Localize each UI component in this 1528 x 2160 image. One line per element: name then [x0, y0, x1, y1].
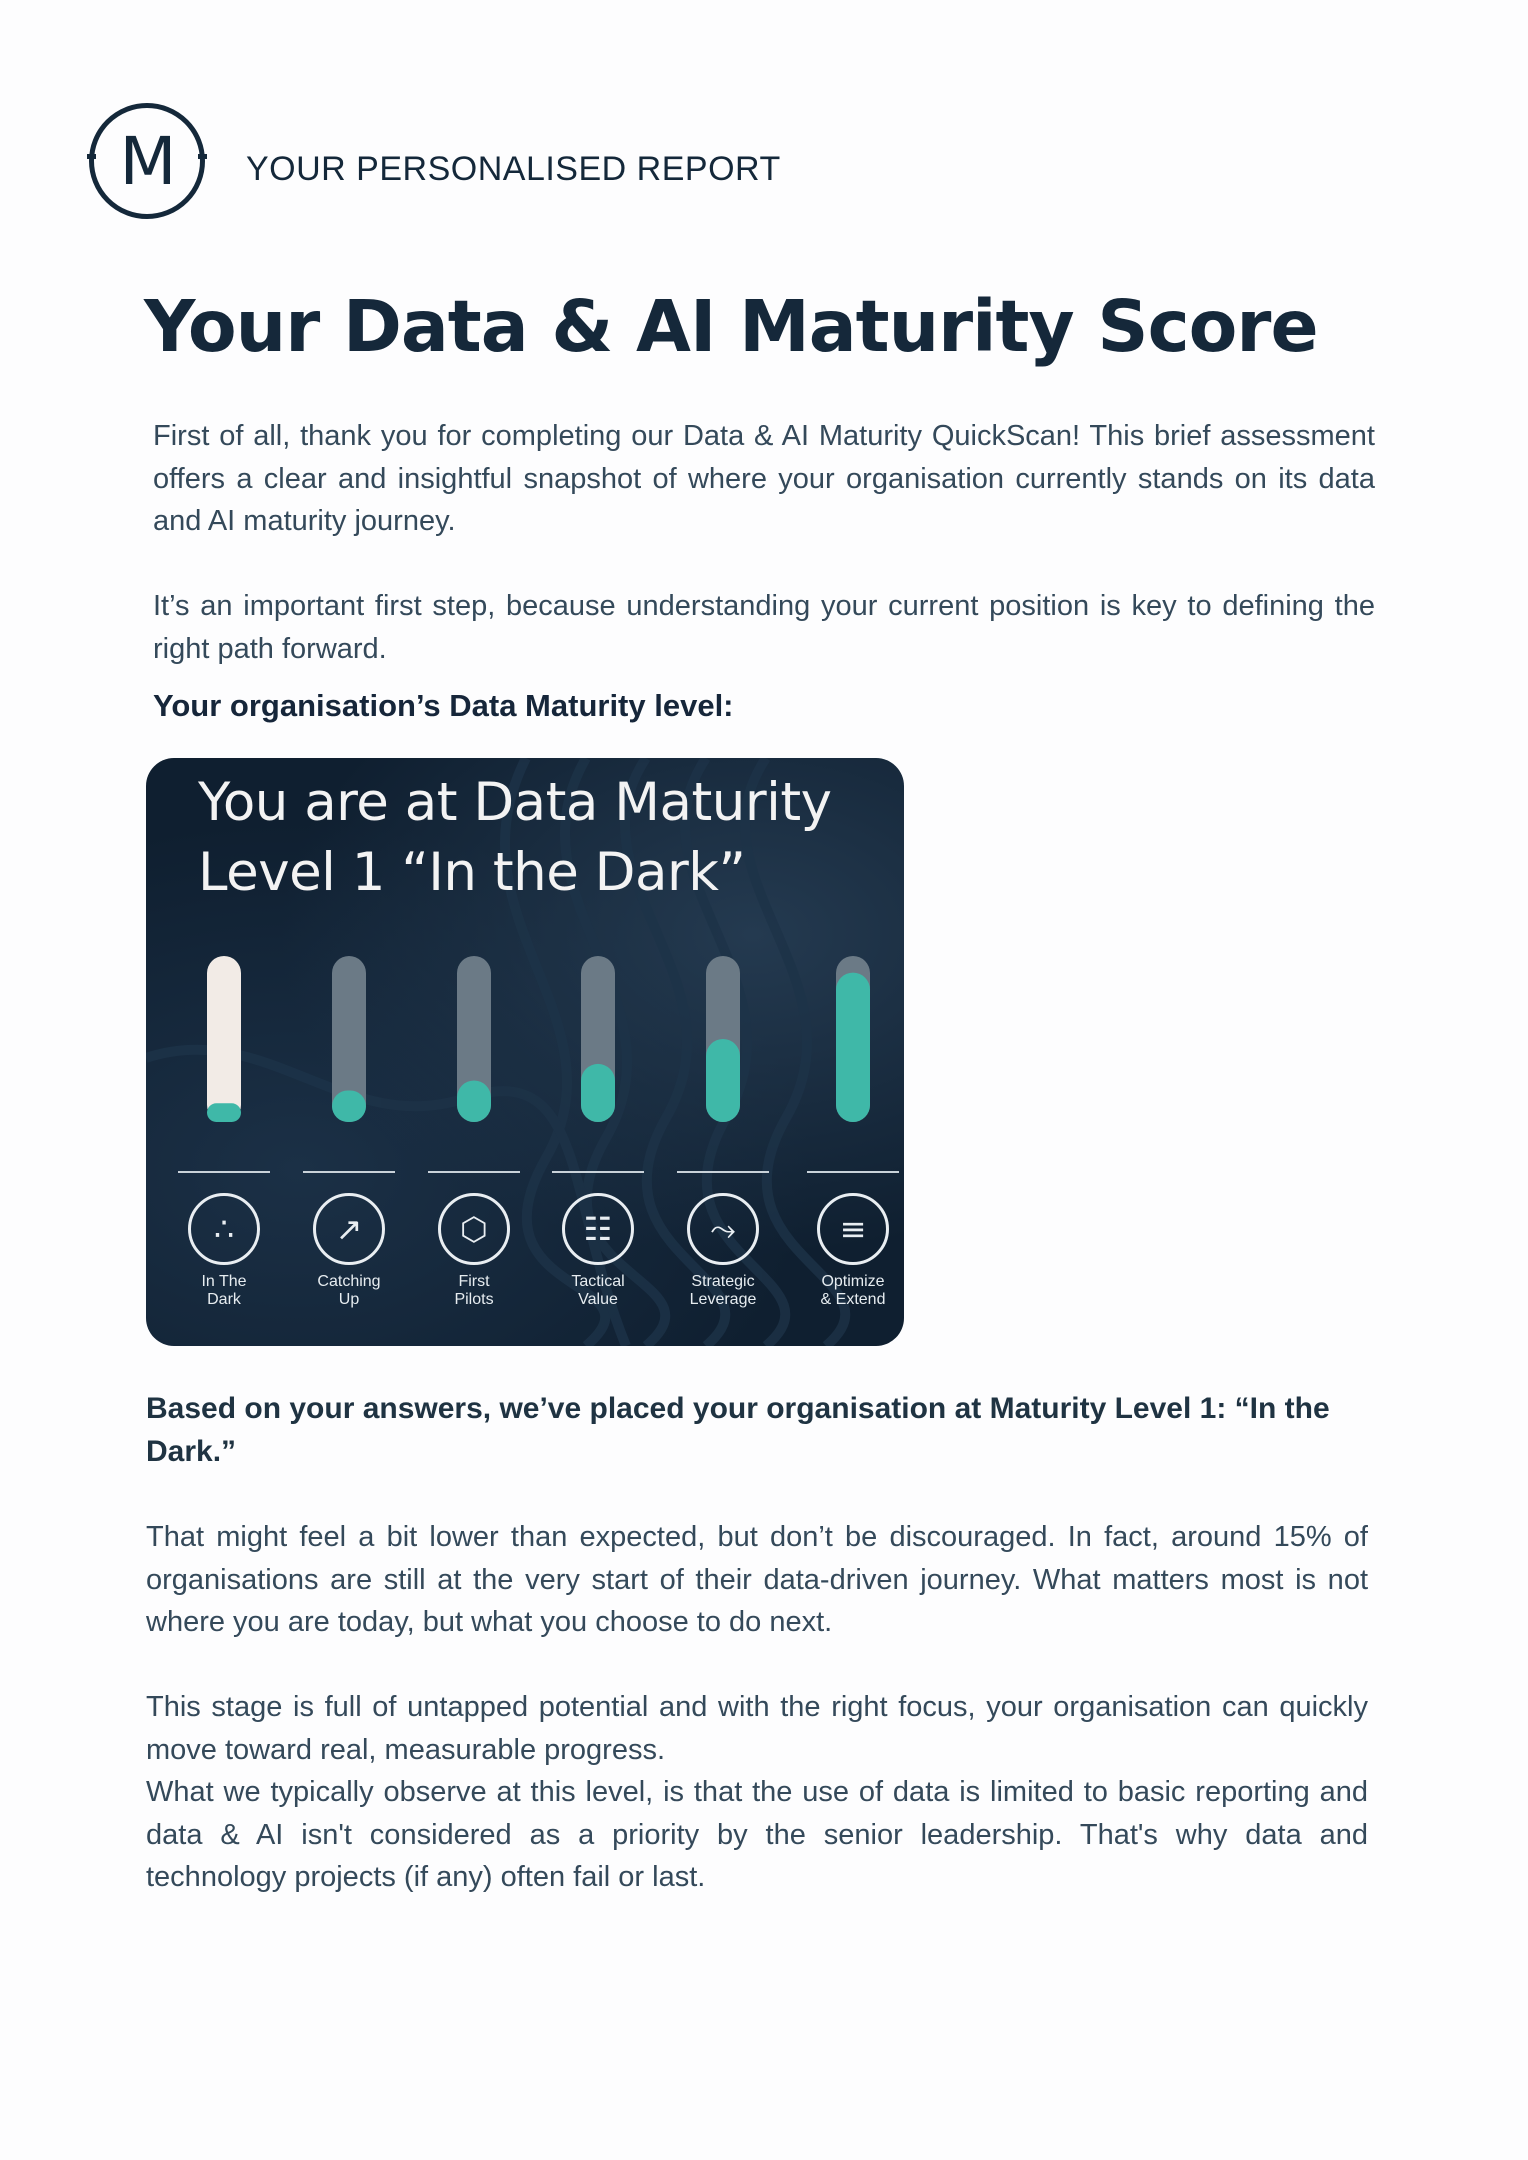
company-logo — [89, 103, 205, 219]
growth-chart-icon: ↗ — [313, 1193, 385, 1265]
card-title: You are at Data Maturity Level 1 “In the Dark” — [198, 772, 832, 903]
placement-statement: Based on your answers, we’ve placed your organisation at Maturity Level 1: “In the Dark.” — [146, 1392, 1330, 1468]
stage-label-line: Up — [338, 1291, 360, 1308]
body-paragraph: That might feel a bit lower than expected, but don’t be discouraged. In fact, around 15% of organisations are still at the very start of their data-driven journey. What matters most is not where you are today, but what you choose to do next. — [146, 1521, 1368, 1638]
stage-label-line: Value — [578, 1291, 618, 1308]
maturity-stage — [289, 1193, 409, 1309]
stage-label-line: Strategic — [691, 1273, 755, 1290]
stage-label-line: & Extend — [820, 1291, 886, 1308]
stage-label-line: First — [458, 1273, 490, 1290]
stage-label — [538, 1273, 658, 1309]
intro-paragraph: First of all, thank you for completing our Data & AI Maturity QuickScan! This brief assessment offers a clear and insightful snapshot of where your organisation currently stands on its data and AI maturity journey. — [153, 420, 1375, 537]
stage-bar-track — [207, 956, 241, 1122]
maturity-stage — [793, 1193, 904, 1309]
stage-label-line: Tactical — [571, 1273, 625, 1290]
logo-letter: M — [119, 123, 175, 200]
stage-label-line: Leverage — [689, 1291, 757, 1308]
stage-label — [164, 1273, 284, 1309]
stage-bar-fill — [457, 1081, 491, 1123]
stage-label-line: Dark — [207, 1291, 241, 1308]
sliders-icon: ≡ — [817, 1193, 889, 1265]
intro-paragraph: It’s an important first step, because understanding your current position is key to defining the right path forward. — [153, 590, 1375, 665]
body-paragraph: What we typically observe at this level, is that the use of data is limited to basic reporting and data & AI isn't considered as a priority by the senior leadership. That's why data and technology projects (if any) often fail or last. — [146, 1776, 1368, 1893]
maturity-stage — [164, 1193, 284, 1309]
body-paragraph: This stage is full of untapped potential and with the right focus, your organisation can quickly move toward real, measurable progress. — [146, 1691, 1368, 1766]
chart-arrow-icon: ⤳ — [687, 1193, 759, 1265]
logo-tick-right — [198, 154, 207, 159]
stage-label-line: Pilots — [454, 1291, 494, 1308]
network-hexagon-icon: ⬡ — [438, 1193, 510, 1265]
maturity-level-heading: Your organisation’s Data Maturity level: — [153, 688, 734, 723]
stage-label-line: Optimize — [821, 1273, 885, 1290]
stage-label — [289, 1273, 409, 1309]
logo-tick-left — [87, 154, 96, 159]
stage-bar-fill — [581, 1064, 615, 1122]
stage-bar-fill — [836, 973, 870, 1122]
page-title: Your Data & AI Maturity Score — [144, 285, 1318, 368]
stage-bar-fill — [706, 1039, 740, 1122]
stage-label — [663, 1273, 783, 1309]
scatter-plot-icon: ∴ — [188, 1193, 260, 1265]
stage-bar-fill — [207, 1103, 241, 1122]
maturity-stage — [414, 1193, 534, 1309]
report-header-label: YOUR PERSONALISED REPORT — [246, 150, 781, 188]
stage-label — [414, 1273, 534, 1309]
stage-bar-fill — [332, 1090, 366, 1122]
stage-label — [793, 1273, 904, 1309]
stage-label-line: In The — [201, 1273, 247, 1290]
maturity-stage — [663, 1193, 783, 1309]
hierarchy-icon: ☷ — [562, 1193, 634, 1265]
stage-label-line: Catching — [317, 1273, 381, 1290]
maturity-stage — [538, 1193, 658, 1309]
maturity-level-card — [146, 758, 904, 1346]
